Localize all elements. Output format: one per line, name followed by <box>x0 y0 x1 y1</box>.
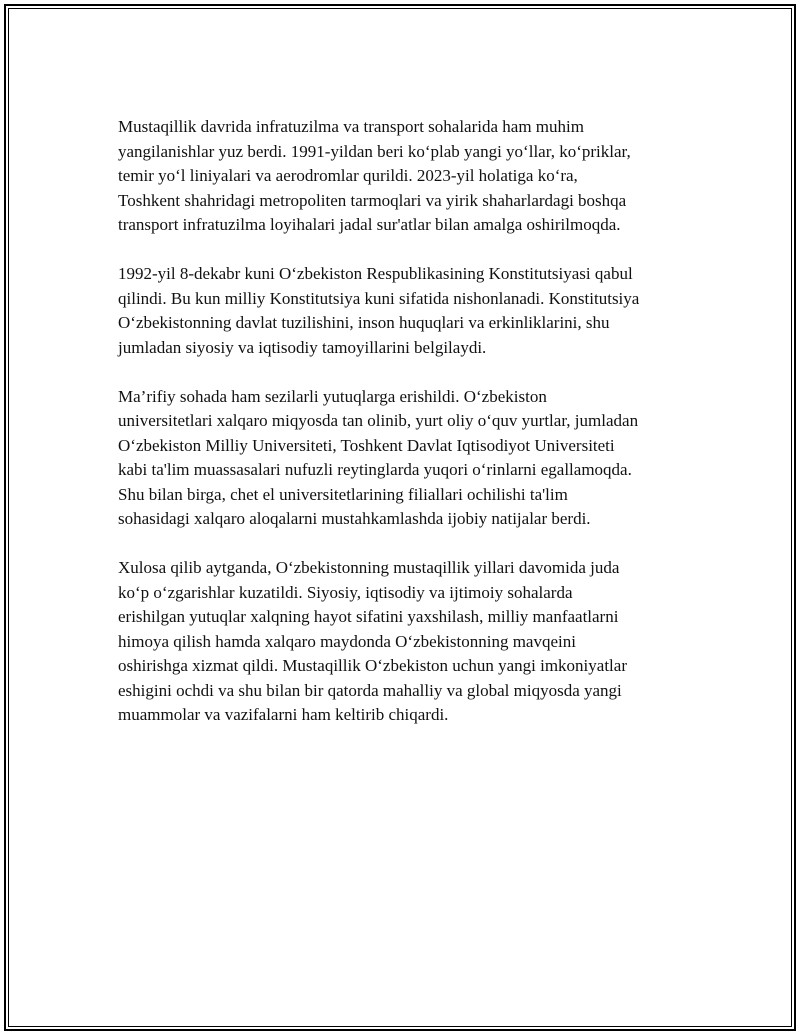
text-line: yangilanishlar yuz berdi. 1991-yildan beri koʻplab yangi yoʻllar, koʻpriklar, <box>118 141 631 161</box>
text-line: qilindi. Bu kun milliy Konstitutsiya kuni sifatida nishonlanadi. Konstitutsiya <box>118 288 640 308</box>
text-line: kabi ta'lim muassasalari nufuzli reytinglarda yuqori oʻrinlarni egallamoqda. <box>118 460 632 479</box>
text-line: universitetlari xalqaro miqyosda tan olinib, yurt oliy oʻquv yurtlar, jumladan <box>118 411 639 430</box>
paragraph-conclusion <box>118 556 698 728</box>
paragraph-constitution <box>118 262 698 360</box>
text-line: Ma’rifiy sohada ham sezilarli yutuqlarga erishildi. Oʻzbekiston <box>118 386 547 406</box>
paragraph-infrastructure <box>118 115 698 238</box>
text-line: erishilgan yutuqlar xalqning hayot sifatini yaxshilash, milliy manfaatlarni <box>118 607 619 626</box>
text-line: himoya qilish hamda xalqaro maydonda Oʻzbekistonning mavqeini <box>118 631 576 651</box>
text-line: eshigini ochdi va shu bilan bir qatorda mahalliy va global miqyosda yangi <box>118 680 622 700</box>
text-line: Toshkent shahridagi metropoliten tarmoqlari va yirik shaharlardagi boshqa <box>118 190 627 210</box>
text-line: Xulosa qilib aytganda, Oʻzbekistonning mustaqillik yillari davomida juda <box>118 558 620 577</box>
text-line: temir yoʻl liniyalari va aerodromlar qurildi. 2023-yil holatiga koʻra, <box>118 166 578 185</box>
text-line: Shu bilan birga, chet el universitetlarining filiallari ochilishi ta'lim <box>118 484 568 504</box>
paragraph-education <box>118 385 698 532</box>
text-line: sohasidagi xalqaro aloqalarni mustahkamlashda ijobiy natijalar berdi. <box>118 509 591 528</box>
text-line: Oʻzbekistonning davlat tuzilishini, inson huquqlari va erkinliklarini, shu <box>118 313 610 332</box>
text-line: 1992-yil 8-dekabr kuni Oʻzbekiston Respublikasining Konstitutsiyasi qabul <box>118 264 633 283</box>
text-line: oshirishga xizmat qildi. Mustaqillik Oʻzbekiston uchun yangi imkoniyatlar <box>118 656 627 675</box>
text-line: Oʻzbekiston Milliy Universiteti, Toshkent Davlat Iqtisodiyot Universiteti <box>118 435 615 455</box>
text-line: muammolar va vazifalarni ham keltirib chiqardi. <box>118 705 449 724</box>
document-body <box>118 115 698 752</box>
text-line: koʻp oʻzgarishlar kuzatildi. Siyosiy, iqtisodiy va ijtimoiy sohalarda <box>118 582 573 602</box>
text-line: transport infratuzilma loyihalari jadal sur'atlar bilan amalga oshirilmoqda. <box>118 215 621 234</box>
text-line: Mustaqillik davrida infratuzilma va transport sohalarida ham muhim <box>118 117 584 136</box>
text-line: jumladan siyosiy va iqtisodiy tamoyillarini belgilaydi. <box>118 337 487 357</box>
